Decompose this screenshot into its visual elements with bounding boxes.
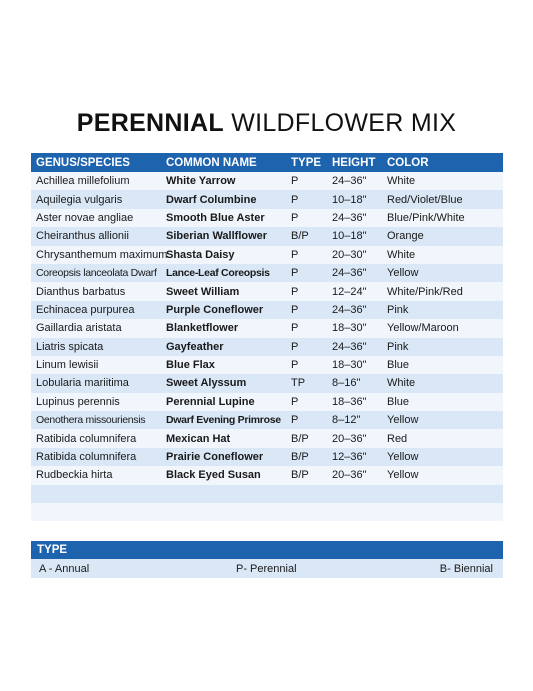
cell-genus: Aster novae angliae xyxy=(36,211,134,224)
cell-common-name: Purple Coneflower xyxy=(166,303,264,316)
cell-common-name: Prairie Coneflower xyxy=(166,451,264,464)
cell-common-name: Gayfeather xyxy=(166,340,224,353)
cell-genus: Cheiranthus allionii xyxy=(36,230,129,243)
cell-type: P xyxy=(291,211,299,224)
table-row xyxy=(31,264,503,282)
cell-type: B/P xyxy=(291,451,309,464)
cell-common-name: Blanketflower xyxy=(166,322,239,335)
cell-color: Yellow xyxy=(387,414,419,427)
cell-height: 24–36" xyxy=(332,340,367,353)
cell-common-name: Dwarf Evening Primrose xyxy=(166,414,281,427)
cell-genus: Liatris spicata xyxy=(36,340,104,353)
cell-color: Blue xyxy=(387,395,410,408)
cell-height: 10–18" xyxy=(332,193,367,206)
cell-genus: Lobularia mariitima xyxy=(36,377,129,390)
cell-type: P xyxy=(291,267,299,280)
table-row xyxy=(31,338,503,356)
cell-genus: Lupinus perennis xyxy=(36,395,120,408)
cell-type: TP xyxy=(291,377,306,390)
table-body xyxy=(31,172,503,521)
header-common-name: COMMON NAME xyxy=(166,156,257,169)
cell-type: P xyxy=(291,285,299,298)
wildflower-table xyxy=(31,153,503,521)
cell-common-name: Siberian Wallflower xyxy=(166,230,268,243)
table-row xyxy=(31,503,503,521)
cell-color: Blue/Pink/White xyxy=(387,211,465,224)
cell-height: 8–12" xyxy=(332,414,361,427)
table-row xyxy=(31,485,503,503)
cell-common-name: White Yarrow xyxy=(166,175,236,188)
cell-color: Yellow xyxy=(387,469,419,482)
cell-genus: Chrysanthemum maximum xyxy=(36,248,168,261)
table-row xyxy=(31,393,503,411)
table-header-row xyxy=(31,153,503,172)
title-rest: WILDFLOWER MIX xyxy=(231,109,457,137)
cell-genus: Gaillardia aristata xyxy=(36,322,122,335)
cell-height: 20–30" xyxy=(332,248,367,261)
cell-genus: Aquilegia vulgaris xyxy=(36,193,123,206)
table-row xyxy=(31,190,503,208)
cell-color: Red/Violet/Blue xyxy=(387,193,463,206)
table-row xyxy=(31,429,503,447)
cell-height: 18–36" xyxy=(332,395,367,408)
cell-common-name: Black Eyed Susan xyxy=(166,469,261,482)
cell-genus: Ratibida columnifera xyxy=(36,432,137,445)
cell-height: 18–30" xyxy=(332,359,367,372)
cell-type: P xyxy=(291,340,299,353)
cell-color: White/Pink/Red xyxy=(387,285,463,298)
cell-type: P xyxy=(291,175,299,188)
cell-common-name: Blue Flax xyxy=(166,359,215,372)
cell-height: 18–30" xyxy=(332,322,367,335)
cell-common-name: Smooth Blue Aster xyxy=(166,211,265,224)
cell-color: Pink xyxy=(387,340,409,353)
cell-type: B/P xyxy=(291,469,309,482)
legend-annual: A - Annual xyxy=(39,562,90,575)
header-height: HEIGHT xyxy=(332,156,376,169)
cell-height: 24–36" xyxy=(332,211,367,224)
cell-common-name: Shasta Daisy xyxy=(166,248,235,261)
cell-genus: Achillea millefolium xyxy=(36,175,130,188)
header-genus: GENUS/SPECIES xyxy=(36,156,130,169)
table-row xyxy=(31,227,503,245)
header-type: TYPE xyxy=(291,156,322,169)
cell-type: P xyxy=(291,414,299,427)
cell-type: P xyxy=(291,395,299,408)
cell-color: White xyxy=(387,175,416,188)
table-row xyxy=(31,246,503,264)
table-row xyxy=(31,319,503,337)
cell-type: B/P xyxy=(291,432,309,445)
cell-color: Yellow xyxy=(387,451,419,464)
cell-common-name: Lance-Leaf Coreopsis xyxy=(166,267,270,280)
cell-genus: Coreopsis lanceolata Dwarf xyxy=(36,267,157,280)
cell-height: 24–36" xyxy=(332,267,367,280)
cell-height: 24–36" xyxy=(332,175,367,188)
table-row xyxy=(31,466,503,484)
cell-type: P xyxy=(291,193,299,206)
cell-color: Orange xyxy=(387,230,424,243)
legend-body xyxy=(31,559,503,578)
cell-genus: Linum lewisii xyxy=(36,359,99,372)
cell-color: Red xyxy=(387,432,408,445)
page-title xyxy=(0,109,533,138)
cell-color: Pink xyxy=(387,303,409,316)
cell-type: P xyxy=(291,303,299,316)
cell-height: 10–18" xyxy=(332,230,367,243)
cell-common-name: Sweet William xyxy=(166,285,240,298)
cell-color: White xyxy=(387,377,416,390)
cell-color: Yellow/Maroon xyxy=(387,322,459,335)
cell-common-name: Perennial Lupine xyxy=(166,395,255,408)
cell-height: 20–36" xyxy=(332,432,367,445)
legend-biennial: B- Biennial xyxy=(439,562,493,575)
cell-height: 12–24" xyxy=(332,285,367,298)
cell-color: White xyxy=(387,248,416,261)
cell-color: Yellow xyxy=(387,267,419,280)
cell-genus: Ratibida columnifera xyxy=(36,451,137,464)
cell-common-name: Dwarf Columbine xyxy=(166,193,257,206)
table-row xyxy=(31,282,503,300)
cell-common-name: Sweet Alyssum xyxy=(166,377,247,390)
cell-type: P xyxy=(291,359,299,372)
cell-height: 8–16" xyxy=(332,377,361,390)
table-row xyxy=(31,448,503,466)
table-row xyxy=(31,301,503,319)
table-row xyxy=(31,356,503,374)
cell-type: B/P xyxy=(291,230,309,243)
type-legend xyxy=(31,541,503,578)
cell-type: P xyxy=(291,322,299,335)
cell-genus: Oenothera missouriensis xyxy=(36,414,146,427)
table-row xyxy=(31,411,503,429)
cell-genus: Dianthus barbatus xyxy=(36,285,126,298)
cell-height: 12–36" xyxy=(332,451,367,464)
cell-height: 20–36" xyxy=(332,469,367,482)
legend-title: TYPE xyxy=(31,541,503,559)
table-row xyxy=(31,374,503,392)
table-row xyxy=(31,209,503,227)
cell-common-name: Mexican Hat xyxy=(166,432,231,445)
table-row xyxy=(31,172,503,190)
title-bold: PERENNIAL xyxy=(76,109,224,137)
cell-genus: Echinacea purpurea xyxy=(36,303,135,316)
cell-height: 24–36" xyxy=(332,303,367,316)
cell-type: P xyxy=(291,248,299,261)
legend-perennial: P- Perennial xyxy=(236,562,297,575)
cell-color: Blue xyxy=(387,359,410,372)
cell-genus: Rudbeckia hirta xyxy=(36,469,113,482)
header-color: COLOR xyxy=(387,156,429,169)
